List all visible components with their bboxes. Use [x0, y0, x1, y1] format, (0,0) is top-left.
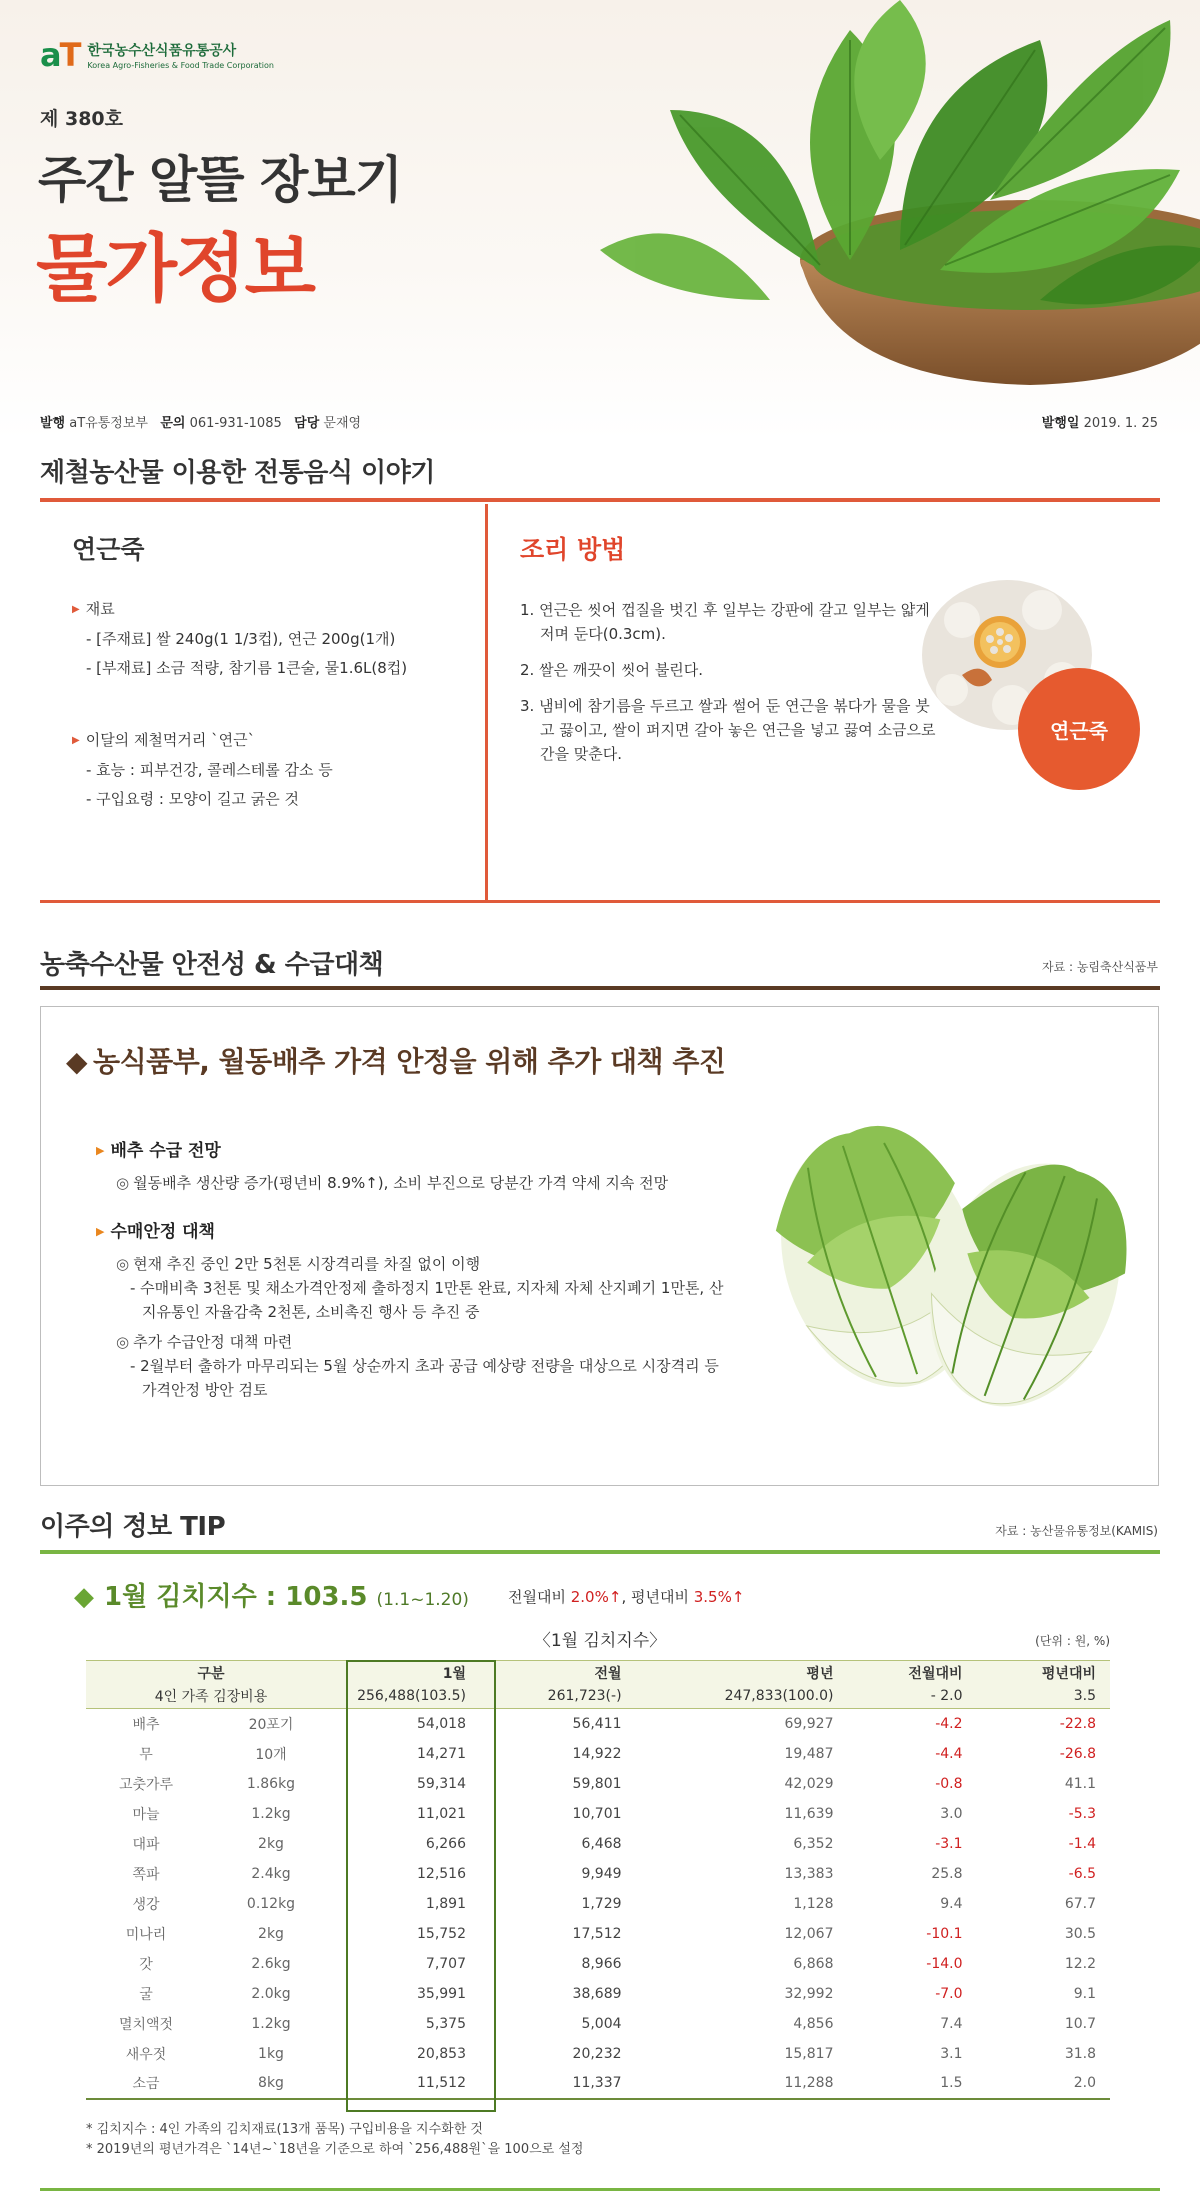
policy-item-2: ◎ 현재 추진 중인 2만 5천톤 시장격리를 차질 없이 이행 — [96, 1252, 736, 1276]
table-note-1: * 김치지수 : 4인 가족의 김치재료(13개 품목) 구입비용을 지수화한 것 — [86, 2122, 483, 2137]
cooking-method-heading: 조리 방법 — [520, 535, 626, 564]
table-row — [86, 1769, 1110, 1799]
table-header-row — [86, 1661, 1110, 1685]
item-vs-prev-month: -10.1 — [926, 1925, 963, 1942]
item-normal-year: 32,992 — [784, 1985, 834, 2002]
company-logo — [40, 36, 274, 74]
table-notes — [86, 2120, 583, 2160]
item-vs-normal-year: 30.5 — [1064, 1925, 1096, 1942]
diamond-icon: ◆ — [66, 1045, 88, 1078]
item-vs-prev-month: 9.4 — [940, 1895, 963, 1912]
section1-bottom-rule — [40, 900, 1160, 903]
section2-title: 농축수산물 안전성 & 수급대책 — [40, 950, 384, 980]
ingredient-main: - [주재료] 쌀 240g(1 1/3컵), 연근 200g(1개) — [86, 630, 396, 648]
item-normal-year: 42,029 — [784, 1775, 834, 1792]
policy-detail-3: - 2월부터 출하가 마무리되는 5월 상순까지 초과 공급 예상량 전량을 대상으로 시장격리 등 가격안정 방안 검토 — [130, 1357, 719, 1399]
comparison-normal-value: 3.5%↑ — [693, 1588, 745, 1606]
cooking-step-3: 3. 냄비에 참기름을 두르고 쌀과 썰어 둔 연근을 볶다가 물을 붓고 끓이고, 쌀이 퍼지면 갈아 놓은 연근을 넣고 끓여 소금으로 간을 맞춘다. — [520, 697, 936, 763]
policy-body — [96, 1136, 736, 1402]
item-vs-normal-year: 10.7 — [1064, 2015, 1096, 2032]
kimchi-index-period: (1.1~1.20) — [376, 1590, 469, 1610]
manager-value: 문재영 — [323, 416, 362, 431]
item-quantity: 8kg — [206, 2069, 336, 2099]
policy-bullet-1: ▶ 배추 수급 전망 — [96, 1136, 736, 1161]
item-prev-month: 10,701 — [572, 1805, 622, 1822]
comparison-month-label: 전월대비 — [508, 1588, 566, 1606]
page-subtitle: 물가정보 — [36, 226, 314, 312]
publisher-label: 발행 — [40, 416, 66, 431]
cooking-step-1: 1. 연근은 씻어 껍질을 벗긴 후 일부는 강판에 갈고 일부는 얇게 저며 둔다(0.3cm). — [520, 601, 930, 643]
item-normal-year: 12,067 — [784, 1925, 834, 1942]
manager-label: 담당 — [294, 416, 320, 431]
item-vs-normal-year: 12.2 — [1064, 1955, 1096, 1972]
item-prev-month: 1,729 — [581, 1895, 622, 1912]
recipe-steps — [520, 530, 940, 778]
item-vs-normal-year: -1.4 — [1068, 1835, 1096, 1852]
item-january: 54,018 — [417, 1715, 466, 1732]
item-january: 6,266 — [425, 1835, 466, 1852]
contact-value: 061-931-1085 — [189, 416, 282, 431]
item-vs-prev-month: 25.8 — [931, 1865, 963, 1882]
item-name: 미나리 — [125, 1926, 167, 1943]
spinach-leaves-illustration — [520, 0, 1200, 330]
item-quantity: 2.4kg — [251, 1865, 291, 1882]
table-row — [86, 1949, 1110, 1979]
item-normal-year: 15,817 — [784, 2045, 834, 2062]
recipe-badge: 연근죽 — [1018, 668, 1140, 790]
item-prev-month: 11,337 — [484, 2069, 636, 2099]
item-quantity: 2kg — [258, 1835, 284, 1852]
item-vs-prev-month: -14.0 — [926, 1955, 963, 1972]
table-row — [86, 1889, 1110, 1919]
item-name: 쪽파 — [132, 1866, 160, 1883]
item-january: 14,271 — [417, 1745, 466, 1762]
header — [0, 0, 1200, 440]
policy-item-1: ◎ 월동배추 생산량 증가(평년비 8.9%↑), 소비 부진으로 당분간 가격 약세 지속 전망 — [96, 1171, 736, 1195]
item-january: 59,314 — [417, 1775, 466, 1792]
section3-source: 자료 : 농산물유통정보(KAMIS) — [995, 1524, 1158, 1538]
item-vs-normal-year: -6.5 — [1068, 1865, 1096, 1882]
issue-number: 제 380호 — [40, 108, 123, 130]
section1-divider — [485, 504, 488, 902]
date-value: 2019. 1. 25 — [1083, 416, 1158, 431]
item-vs-prev-month: 3.1 — [940, 2045, 963, 2062]
publisher-value: aT유통정보부 — [69, 416, 148, 431]
table-caption: 〈1월 김치지수〉 — [533, 1631, 667, 1651]
header-category: 구분 — [86, 1661, 336, 1685]
section2-rule — [40, 986, 1160, 990]
item-name: 멸치액젓 — [118, 2016, 174, 2033]
item-quantity: 1.2kg — [251, 1805, 291, 1822]
item-quantity: 0.12kg — [246, 1895, 296, 1912]
item-quantity: 1.2kg — [251, 2015, 291, 2032]
item-prev-month: 8,966 — [581, 1955, 622, 1972]
table-unit: (단위 : 원, %) — [1035, 1634, 1110, 1648]
publish-date — [1042, 412, 1158, 431]
item-january: 20,853 — [417, 2045, 466, 2062]
item-vs-prev-month: -7.0 — [935, 1985, 963, 2002]
table-note-2: * 2019년의 평년가격은 `14년~`18년을 기준으로 하여 `256,488원`을 100으로 설정 — [86, 2142, 584, 2157]
item-january: 12,516 — [417, 1865, 466, 1882]
item-quantity: 20포기 — [248, 1716, 294, 1733]
item-name: 생강 — [132, 1896, 160, 1913]
item-vs-normal-year: 9.1 — [1073, 1985, 1096, 2002]
table-row — [86, 1829, 1110, 1859]
summary-prev-month: 261,723(-) — [484, 1685, 636, 1709]
policy-headline-text: 농식품부, 월동배추 가격 안정을 위해 추가 대책 추진 — [93, 1045, 726, 1078]
logo-mark: aT — [40, 36, 80, 74]
item-prev-month: 9,949 — [581, 1865, 622, 1882]
item-quantity: 1kg — [258, 2045, 284, 2062]
recipe-ingredients — [72, 530, 472, 814]
ingredients-label: ▶ 재료 — [72, 598, 472, 619]
ingredient-sub: - [부재료] 소금 적량, 참기름 1큰술, 물1.6L(8컵) — [86, 659, 408, 677]
section1-title: 제철농산물 이용한 전통음식 이야기 — [40, 458, 435, 488]
item-prev-month: 59,801 — [572, 1775, 622, 1792]
section1-rule — [40, 498, 1160, 502]
table-row — [86, 1919, 1110, 1949]
item-prev-month: 14,922 — [572, 1745, 622, 1762]
item-vs-prev-month: 3.0 — [940, 1805, 963, 1822]
item-quantity: 2kg — [258, 1925, 284, 1942]
item-january: 7,707 — [425, 1955, 466, 1972]
item-prev-month: 5,004 — [581, 2015, 622, 2032]
item-vs-normal-year: -26.8 — [1059, 1745, 1096, 1762]
bottom-rule — [40, 2188, 1160, 2191]
item-normal-year: 11,639 — [784, 1805, 834, 1822]
item-normal-year: 4,856 — [793, 2015, 834, 2032]
item-vs-prev-month: -4.2 — [935, 1715, 963, 1732]
header-vs-prev-month: 전월대비 — [847, 1661, 992, 1685]
item-name: 굴 — [139, 1986, 153, 2003]
item-normal-year: 11,288 — [636, 2069, 848, 2099]
logo-text-korean: 한국농수산식품유통공사 — [87, 43, 237, 59]
item-normal-year: 13,383 — [784, 1865, 834, 1882]
item-january: 1,891 — [425, 1895, 466, 1912]
seasonal-buying-tip: - 구입요령 : 모양이 길고 굵은 것 — [86, 790, 299, 808]
kimchi-index-comparison — [508, 1586, 744, 1607]
item-normal-year: 19,487 — [784, 1745, 834, 1762]
item-prev-month: 17,512 — [572, 1925, 622, 1942]
summary-vs-normal-year: 3.5 — [993, 1685, 1110, 1709]
item-name: 배추 — [132, 1716, 160, 1733]
item-name: 고춧가루 — [118, 1776, 174, 1793]
seasonal-item-label: ▶ 이달의 제철먹거리 `연근` — [72, 729, 472, 750]
policy-detail-2: - 수매비축 3천톤 및 채소가격안정제 출하정지 1만톤 완료, 지자체 자체 산지폐기 1만톤, 산지유통인 자율감축 2천톤, 소비촉진 행사 등 추진 중 — [130, 1279, 724, 1321]
item-vs-normal-year: -5.3 — [1068, 1805, 1096, 1822]
comparison-month-value: 2.0%↑ — [570, 1588, 622, 1606]
item-name: 마늘 — [132, 1806, 160, 1823]
table-row — [86, 1739, 1110, 1769]
summary-normal-year: 247,833(100.0) — [636, 1685, 848, 1709]
table-row — [86, 1979, 1110, 2009]
item-prev-month: 56,411 — [572, 1715, 622, 1732]
item-vs-normal-year: 2.0 — [993, 2069, 1110, 2099]
logo-text-english: Korea Agro-Fisheries & Food Trade Corporation — [87, 61, 274, 70]
item-name: 새우젓 — [125, 2046, 167, 2063]
item-vs-normal-year: 41.1 — [1064, 1775, 1096, 1792]
kimchi-index-title: 1월 김치지수 : 103.5 — [104, 1582, 368, 1612]
seasonal-effect: - 효능 : 피부건강, 콜레스테롤 감소 등 — [86, 761, 333, 779]
header-january: 1월 — [336, 1661, 484, 1685]
summary-vs-prev-month: - 2.0 — [847, 1685, 992, 1709]
diamond-icon: ◆ — [74, 1582, 94, 1612]
recipe-name: 연근죽 — [72, 535, 145, 564]
item-january: 15,752 — [417, 1925, 466, 1942]
item-january: 11,021 — [417, 1805, 466, 1822]
item-vs-normal-year: 31.8 — [1064, 2045, 1096, 2062]
policy-headline — [66, 1040, 725, 1080]
napa-cabbage-illustration — [760, 1110, 1140, 1430]
policy-item-3: ◎ 추가 수급안정 대책 마련 — [96, 1330, 736, 1354]
section3-rule — [40, 1550, 1160, 1554]
header-vs-normal-year: 평년대비 — [993, 1661, 1110, 1685]
header-prev-month: 전월 — [484, 1661, 636, 1685]
item-quantity: 10개 — [255, 1746, 287, 1763]
publisher-info — [40, 412, 361, 431]
item-vs-normal-year: 67.7 — [1064, 1895, 1096, 1912]
item-january: 11,512 — [336, 2069, 484, 2099]
item-january: 35,991 — [417, 1985, 466, 2002]
table-row — [86, 2039, 1110, 2069]
item-vs-prev-month: 1.5 — [847, 2069, 992, 2099]
table-row — [86, 2009, 1110, 2039]
table-row — [86, 1709, 1110, 1739]
item-prev-month: 38,689 — [572, 1985, 622, 2002]
section2-source: 자료 : 농림축산식품부 — [1041, 960, 1158, 974]
item-vs-prev-month: 7.4 — [940, 2015, 963, 2032]
cooking-step-2: 2. 쌀은 깨끗이 씻어 불린다. — [520, 661, 704, 679]
item-name: 대파 — [132, 1836, 160, 1853]
item-name: 무 — [139, 1746, 153, 1763]
contact-label: 문의 — [160, 416, 186, 431]
item-vs-prev-month: -0.8 — [935, 1775, 963, 1792]
item-vs-prev-month: -4.4 — [935, 1745, 963, 1762]
item-quantity: 2.0kg — [251, 1985, 291, 2002]
table-row — [86, 1799, 1110, 1829]
policy-bullet-2: ▶ 수매안정 대책 — [96, 1217, 736, 1242]
summary-label: 4인 가족 김장비용 — [86, 1685, 336, 1709]
table-summary-row — [86, 1685, 1110, 1709]
date-label: 발행일 — [1041, 416, 1080, 431]
table-row — [86, 2069, 1110, 2099]
item-normal-year: 6,868 — [793, 1955, 834, 1972]
section3-title: 이주의 정보 TIP — [40, 1512, 226, 1542]
page-title: 주간 알뜰 장보기 — [38, 151, 402, 209]
table-row — [86, 1859, 1110, 1889]
summary-january: 256,488(103.5) — [336, 1685, 484, 1709]
item-name: 갓 — [139, 1956, 153, 1973]
item-vs-prev-month: -3.1 — [935, 1835, 963, 1852]
item-normal-year: 1,128 — [793, 1895, 834, 1912]
kimchi-index-table — [86, 1660, 1110, 2100]
item-quantity: 2.6kg — [251, 1955, 291, 1972]
item-vs-normal-year: -22.8 — [1059, 1715, 1096, 1732]
comparison-normal-label: , 평년대비 — [621, 1588, 689, 1606]
item-name: 소금 — [86, 2069, 206, 2099]
item-normal-year: 69,927 — [784, 1715, 834, 1732]
item-prev-month: 6,468 — [581, 1835, 622, 1852]
kimchi-index-headline — [74, 1576, 469, 1613]
item-prev-month: 20,232 — [572, 2045, 622, 2062]
item-normal-year: 6,352 — [793, 1835, 834, 1852]
header-normal-year: 평년 — [636, 1661, 848, 1685]
item-quantity: 1.86kg — [246, 1775, 296, 1792]
item-january: 5,375 — [425, 2015, 466, 2032]
